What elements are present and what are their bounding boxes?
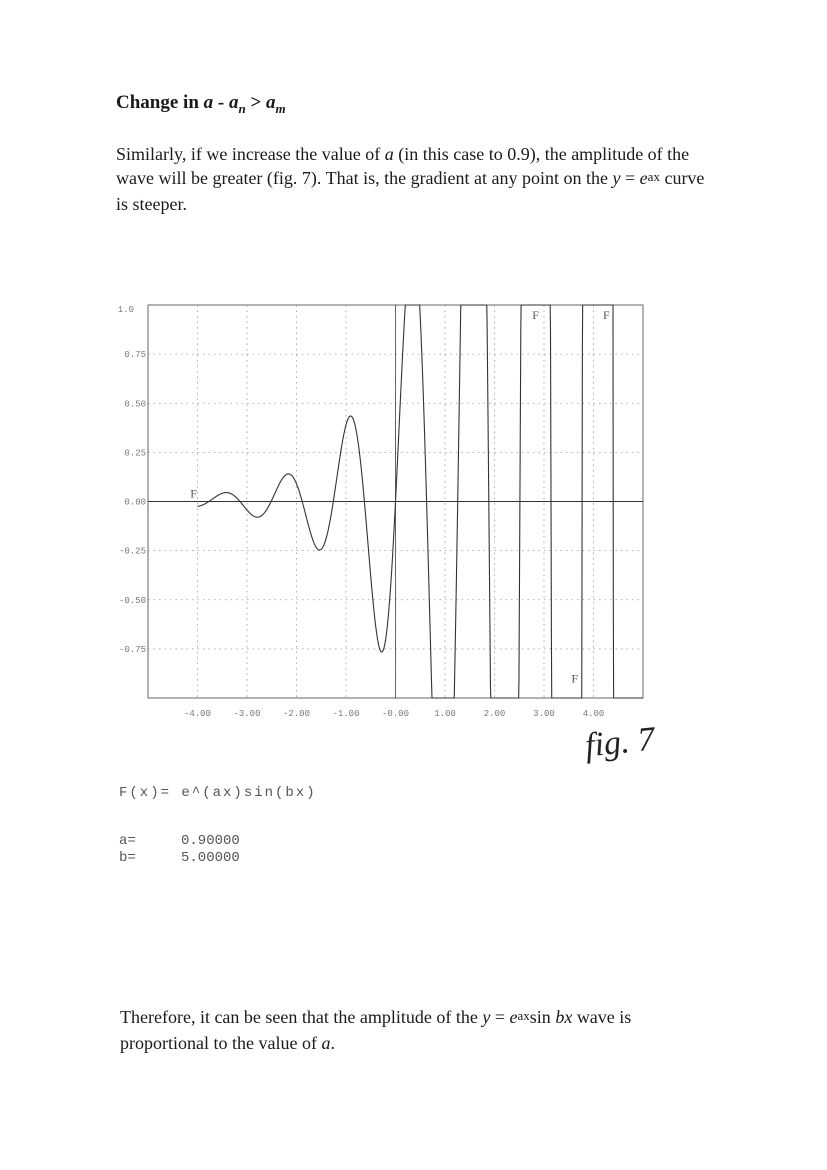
y-tick-label: 0.00 [124, 497, 146, 508]
curve-marker-f: F [532, 307, 539, 322]
param-row-b [119, 850, 240, 867]
intro-paragraph: Similarly, if we increase the value of a (in this case to 0.9), the amplitude of the wave will be greater (fig. 7). That is, the gradient at any point on the $y = e^{ax}$ curve is steeper. [116, 144, 705, 214]
section-heading: Change in $a - a_n > a_m$ [116, 92, 286, 116]
param-value: 5.00000 [181, 850, 240, 866]
y-tick-label: -0.75 [118, 644, 146, 655]
param-name: a= [119, 833, 136, 849]
parameter-list [119, 833, 240, 867]
y-tick-label: 0.25 [124, 448, 146, 459]
y-tick-label: 0.50 [124, 399, 146, 410]
y-tick-label: 0.75 [124, 350, 146, 361]
param-row-a [119, 833, 240, 850]
tick-labels [118, 305, 605, 718]
conclusion-paragraph: Therefore, it can be seen that the amplitude of the $y = e^{ax}\sin$ bx wave is proportional to the value of a. [120, 1007, 632, 1053]
y-top-label: 1.0 [117, 305, 134, 315]
curve-marker-f: F [190, 486, 197, 501]
x-tick-label: 1.00 [434, 709, 456, 718]
y-tick-label: -0.50 [118, 595, 146, 606]
curve-markers [190, 308, 610, 686]
x-tick-label: -1.00 [332, 709, 360, 718]
x-tick-label: 4.00 [582, 709, 605, 718]
x-tick-label: 3.00 [533, 709, 555, 718]
function-plot [100, 288, 660, 718]
function-formula: F(x)= e^(ax)sin(bx) [119, 785, 317, 801]
x-tick-label: -3.00 [233, 709, 261, 718]
x-tick-label: 2.00 [483, 709, 506, 718]
y-tick-label: -0.25 [118, 546, 146, 557]
x-tick-label: -4.00 [183, 709, 212, 718]
curve-marker-f: F [571, 671, 579, 686]
figure-label: fig. 7 [583, 720, 657, 765]
param-value: 0.90000 [181, 833, 240, 849]
param-name: b= [119, 850, 136, 866]
x-tick-label: -0.00 [381, 709, 410, 718]
x-tick-label: -2.00 [282, 709, 311, 718]
curve-marker-f: F [603, 307, 610, 322]
